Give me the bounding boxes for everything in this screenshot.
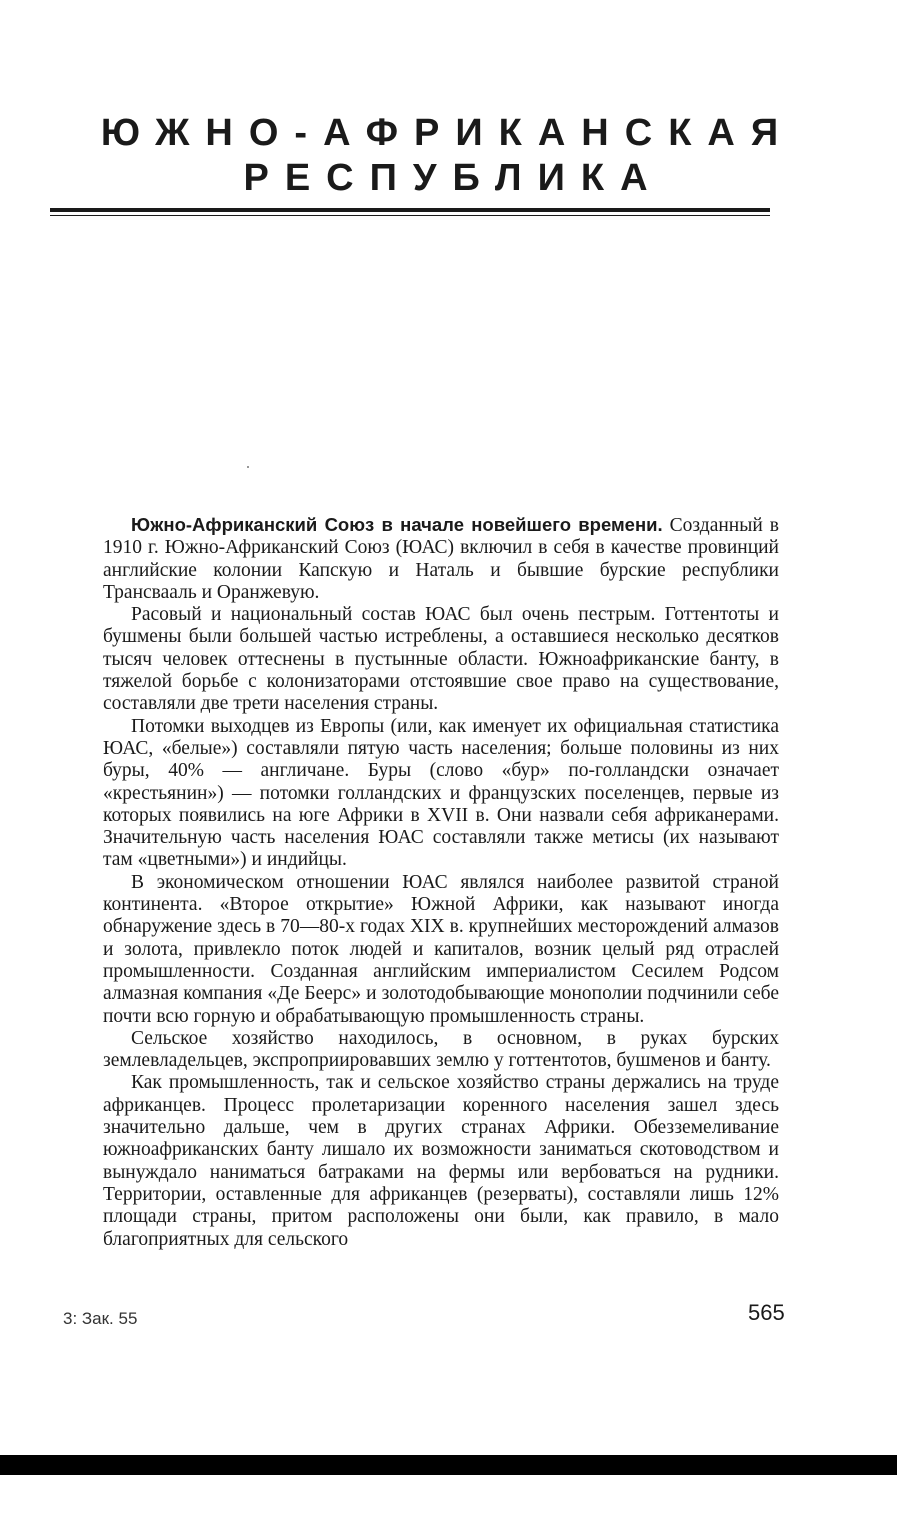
page-title-line-1: ЮЖНО-АФРИКАНСКАЯ bbox=[100, 112, 795, 154]
paragraph-1-text: Созданный в 1910 г. Южно-Африканский Союз (ЮАС) включил в себя в качестве провинций английские колонии Капскую и Наталь и бывшие бурские республики Трансвааль и Оранжевую. bbox=[103, 515, 779, 603]
paragraph-3: Потомки выходцев из Европы (или, как именует их официальная статистика ЮАС, «белые») составляли пятую часть населения; больше половины из них буры, 40% — англичане. Буры (слово «бур» по-голландски означает «крестьянин») — потомки голландских и французских поселенцев, первые из которых появились на юге Африки в XVII в. Они назвали себя африканерами. Значительную часть населения ЮАС составляли также метисы (их называют там «цветными») и индийцы. bbox=[103, 715, 779, 871]
title-rule-thick bbox=[50, 208, 770, 212]
paragraph-2: Расовый и национальный состав ЮАС был очень пестрым. Готтентоты и бушмены были большей частью истреблены, а оставшиеся несколько десятков тысяч человек оттеснены в пустынные области. Южноафриканские банту, в тяжелой борьбе с колонизаторами отстоявшие свое право на существование, составляли две трети населения страны. bbox=[103, 604, 779, 715]
title-rule-thin bbox=[50, 215, 770, 216]
page-title-line-2: РЕСПУБЛИКА bbox=[243, 157, 664, 199]
scan-edge-bar bbox=[0, 1455, 897, 1475]
paragraph-6: Как промышленность, так и сельское хозяйство страны держались на труде африканцев. Процесс пролетаризации коренного населения зашел здесь значительно дальше, чем в других странах Африки. Обезземеливание южноафриканских банту лишало их возможности заниматься скотоводством и вынуждало наниматься батраками на фермы или вербоваться на рудники. Территории, оставленные для африканцев (резерваты), составляли лишь 12% площади страны, притом расположены они были, как правило, в мало благоприятных для сельского bbox=[103, 1072, 779, 1250]
printer-signature: 3: Зак. 55 bbox=[63, 1309, 138, 1328]
paragraph-5: Сельское хозяйство находилось, в основном, в руках бурских землевладельцев, экспроприировавших землю у готтентотов, бушменов и банту. bbox=[103, 1027, 779, 1072]
print-speck bbox=[247, 466, 249, 468]
page-number: 565 bbox=[748, 1300, 785, 1325]
paragraph-4: В экономическом отношении ЮАС являлся наиболее развитой страной континента. «Второе открытие» Южной Африки, как называют иногда обнаружение здесь в 70—80-х годах XIX в. крупнейших месторождений алмазов и золота, привлекло поток людей и капиталов, возник целый ряд отраслей промышленности. Созданная английским империалистом Сесилем Родсом алмазная компания «Де Беерс» и золотодобывающие монополии подчинили себе почти всю горную и обрабатывающую промышленность страны. bbox=[103, 871, 779, 1027]
body-text bbox=[103, 514, 779, 1251]
paragraph-1 bbox=[103, 514, 779, 604]
section-heading: Южно-Африканский Союз в начале новейшего времени. bbox=[131, 514, 663, 535]
